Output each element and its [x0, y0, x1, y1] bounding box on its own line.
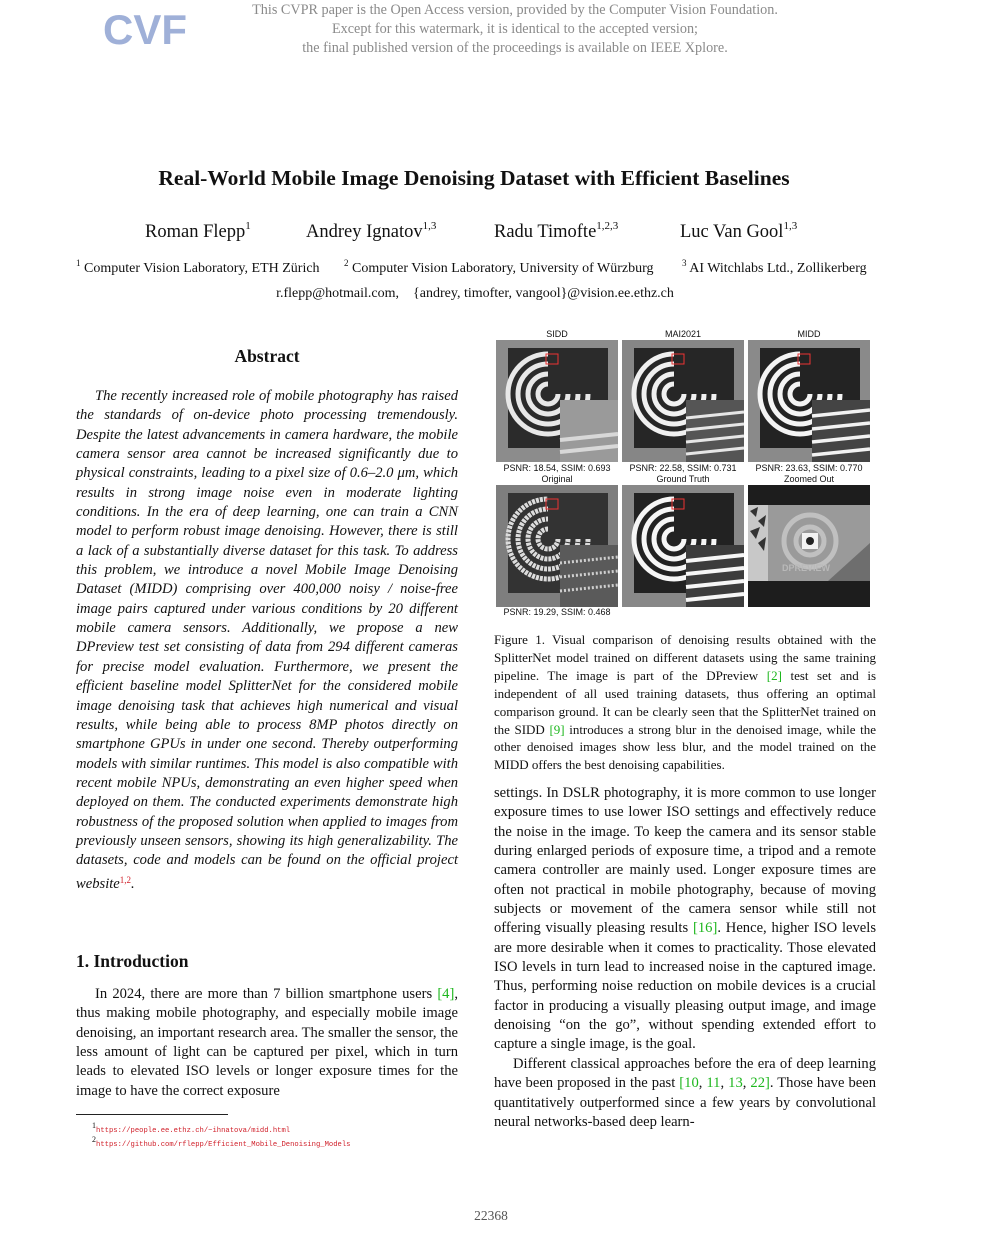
watermark-line-2: Except for this watermark, it is identical to the accepted version; [332, 21, 698, 37]
author: Luc Van Gool$^{1,3}$ [680, 220, 798, 242]
denoised-image [622, 340, 744, 462]
cvf-logo [103, 6, 187, 53]
email: {andrey, timofter, vangool}@vision.ee.ethz.ch [413, 286, 674, 301]
svg-text:DPREVIEW: DPREVIEW [781, 563, 831, 573]
affiliations [76, 258, 886, 278]
denoised-image [748, 340, 870, 462]
citation-link[interactable]: [4] [437, 986, 455, 1002]
footnote-divider [76, 1114, 228, 1115]
page-number: 22368 [474, 1208, 508, 1223]
citation-link[interactable]: 11 [706, 1075, 721, 1092]
paragraph: settings. In DSLR photography, it is more common to use longer exposure times to use lower ISO settings and effectively reduce the noise in the image. To keep the camera and its sensor stable during enlarged periods of exposure time, a tripod and a remote camera controller are mainly used. Longer exposure times are often not practical in mobile photography, because of moving subjects or movement of the camera sensor while still not offering visually pleasing results [16]. Hence, higher ISO levels are more desirable when it comes to practicality. Those elevated ISO levels in turn lead to increased noise in the captured image. Thus, performing noise reduction on mobile devices is a crucial factor in producing a visually pleasing output image, and image denoising “on the go”, without spending extended effort to capture a single image, is the goal. [494, 785, 877, 1053]
watermark-line-3: the final published version of the proceedings is available on IEEE Xplore. [302, 40, 728, 56]
figure-1: SIDD PSNR: 18.54, SSIM: 0.693 MAI2021 PSNR: 22.58, SSIM: 0.731 MIDD PSNR: 23.63, SSIM: 0.770 Original PSNR: 19.29, SSIM: 0.468 Ground Truth Zoomed Out DPREVIEW [494, 326, 878, 618]
author-emails [0, 286, 950, 302]
citation-link[interactable]: [2] [766, 667, 782, 683]
affiliation: $^2$ Computer Vision Laboratory, University of Würzburg [344, 258, 654, 276]
noisy-image [496, 485, 618, 607]
introduction-paragraph: In 2024, there are more than 7 billion smartphone users [4], thus making mobile photography, and especially mobile image denoising, an important research area. The smaller the sensor, the less amount of light can be captured per pixel, which in turn leads to elevated ISO levels or longer exposure times for the image to have the correct exposure [76, 986, 458, 1099]
footnote: $^1$https://people.ee.ethz.ch/~ihnatova/midd.html [92, 1121, 291, 1135]
email: r.flepp@hotmail.com, [276, 286, 400, 301]
affiliation: $^1$ Computer Vision Laboratory, ETH Zürich [76, 258, 320, 276]
figure-1-caption: Figure 1. Visual comparison of denoising results obtained with the SplitterNet model trained on different datasets using the same training pipeline. The image is part of the DPreview [2] test set and is independent of all used training datasets, thus offering an optimal comparison ground. It can be clearly seen that the SplitterNet trained on the SIDD [9] introduces a strong blur in the denoised image, while the other denoised images show less blur, and the model trained on the MIDD offers the best denoising capabilities. [494, 632, 877, 773]
author-list [0, 220, 982, 246]
svg-text:CVF: CVF [103, 6, 187, 53]
ground-truth-image [622, 485, 744, 607]
introduction-heading: 1. Introduction [76, 951, 189, 971]
citation-link[interactable]: [9] [549, 721, 565, 737]
abstract-text: The recently increased role of mobile photography has raised the standards of on-device photo processing tremendously. Despite the latest advancements in camera hardware, the mobile camera sensor area cannot be increased significantly due to physical constraints, leading to a pixel size of 0.6–2.0 μm, which results in strong image noise even in moderate lighting conditions. In the era of deep learning, one can train a CNN model to perform robust image denoising. However, there is still a lack of a substantially diverse dataset for this task. To address this problem, we introduce a novel Mobile Image Denoising Dataset (MIDD) comprising over 400,000 noisy / noise-free image pairs captured under various conditions by 20 different mobile camera sensors. Additionally, we propose a new DPreview test set consisting of data from 294 different cameras for precise model evaluation. Furthermore, we present the efficient baseline model SplitterNet for the considered mobile image denoising task that achieves high numerical and visual results, while being able to process 8MP photos directly on smartphone GPUs in under one second. Thereby outperforming models with similar runtimes. This model is also compatible with recent mobile NPUs, demonstrating an even higher speed when deployed on them. The conducted experiments demonstrate high robustness of the proposed solution when applied to images from previously unseen sensors, showing its high generalizability. The datasets, code and models can be found on the official project website$^{1,2}$. [76, 388, 458, 892]
footnote-link[interactable]: https://people.ee.ethz.ch/~ihnatova/midd.html [96, 1127, 291, 1135]
citation-link[interactable]: 22] [750, 1075, 770, 1092]
affiliation: $^3$ AI Witchlabs Ltd., Zollikerberg [682, 258, 867, 276]
zoomed-out-image [748, 485, 870, 607]
author: Andrey Ignatov$^{1,3}$ [306, 220, 437, 242]
citation-link[interactable]: [16] [692, 920, 718, 937]
open-access-watermark [210, 1, 820, 58]
denoised-image [496, 340, 618, 462]
footnote: $^2$https://github.com/rflepp/Efficient_Mobile_Denoising_Models [92, 1135, 351, 1149]
paper-title: Real-World Mobile Image Denoising Dataset with Efficient Baselines [158, 166, 790, 190]
footnote-link[interactable]: https://github.com/rflepp/Efficient_Mobile_Denoising_Models [96, 1141, 351, 1149]
watermark-line-1: This CVPR paper is the Open Access version, provided by the Computer Vision Foundation. [252, 2, 778, 18]
right-column-text [494, 784, 876, 1132]
author: Roman Flepp$^1$ [145, 220, 251, 242]
author: Radu Timofte$^{1,2,3}$ [494, 220, 619, 242]
footnote-marks[interactable]: 1,2 [119, 874, 132, 885]
citation-link[interactable]: 13 [728, 1075, 743, 1092]
abstract-heading: Abstract [234, 346, 300, 366]
citation-link[interactable]: [10 [679, 1075, 699, 1092]
paragraph: Different classical approaches before the era of deep learning have been proposed in the past [10, 11, 13, 22]. Those have been quantitatively outperformed since a few years by convolutional neural networks-based deep learn- [494, 1055, 877, 1130]
